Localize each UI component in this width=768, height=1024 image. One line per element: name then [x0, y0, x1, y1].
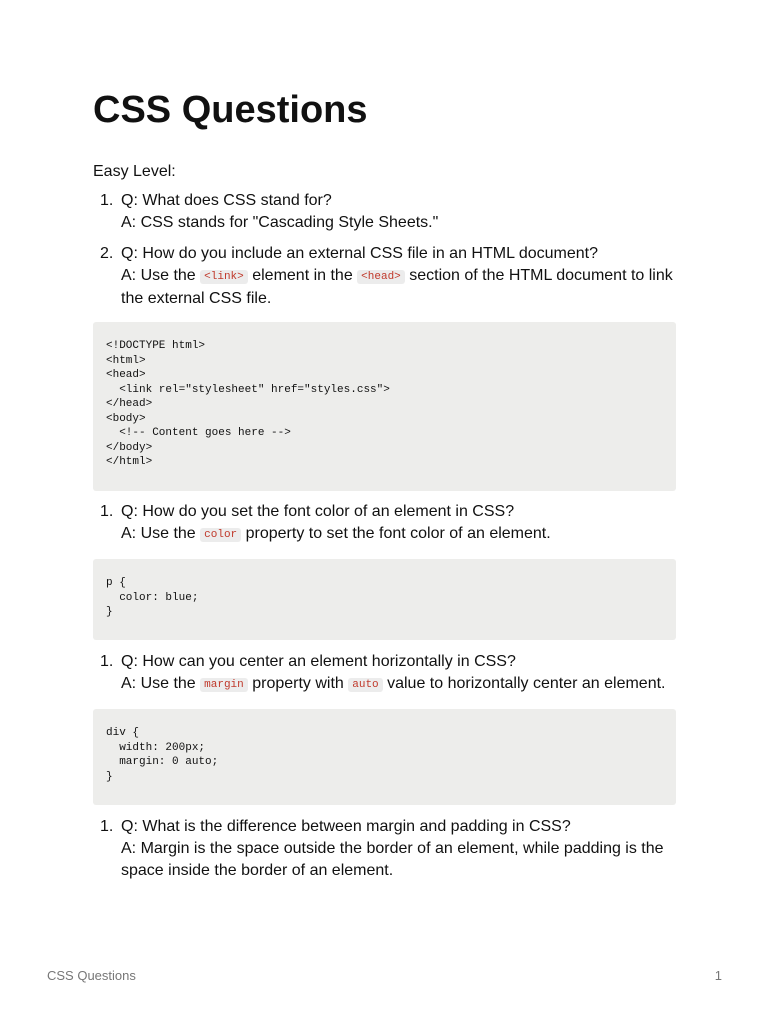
inline-code: <link>: [200, 270, 248, 284]
question-text: Q: How can you center an element horizontally in CSS?: [121, 653, 516, 670]
answer-text-continued: space inside the border of an element.: [121, 862, 394, 879]
answer-text: A: CSS stands for "Cascading Style Sheets.": [121, 214, 439, 231]
page-number: 1: [714, 968, 722, 983]
list-number: 1.: [100, 503, 114, 520]
question-text: Q: How do you include an external CSS file in an HTML document?: [121, 245, 598, 262]
inline-code: color: [200, 528, 241, 542]
answer-text: A: Use the color property to set the font color of an element.: [121, 525, 551, 542]
list-number: 1.: [100, 653, 114, 670]
page-title: CSS Questions: [93, 89, 368, 131]
code-block: <!DOCTYPE html> <html> <head> <link rel="stylesheet" href="styles.css"> </head> <body> <!-- Content goes here --> </body> </html>: [93, 322, 676, 491]
list-number: 1.: [100, 192, 114, 209]
inline-code: margin: [200, 678, 248, 692]
list-number: 2.: [100, 245, 114, 262]
code-block: div { width: 200px; margin: 0 auto; }: [93, 709, 676, 805]
list-item: [93, 816, 676, 882]
question-text: Q: How do you set the font color of an element in CSS?: [121, 503, 515, 520]
inline-code: <head>: [357, 270, 405, 284]
list-item: [93, 243, 676, 310]
question-text: Q: What is the difference between margin and padding in CSS?: [121, 818, 571, 835]
answer-text: A: Margin is the space outside the border of an element, while padding is the: [121, 840, 664, 857]
answer-text: A: Use the <link> element in the <head> section of the HTML document to link: [121, 267, 673, 284]
footer-title: CSS Questions: [47, 968, 136, 983]
list-item: [93, 501, 676, 546]
list-item: [93, 190, 676, 234]
code-block: p { color: blue; }: [93, 559, 676, 640]
answer-text-continued: the external CSS file.: [121, 290, 272, 307]
inline-code: auto: [348, 678, 382, 692]
level-heading: Easy Level:: [93, 163, 176, 180]
list-item: [93, 651, 676, 696]
question-text: Q: What does CSS stand for?: [121, 192, 332, 209]
list-number: 1.: [100, 818, 114, 835]
answer-text: A: Use the margin property with auto value to horizontally center an element.: [121, 675, 666, 692]
